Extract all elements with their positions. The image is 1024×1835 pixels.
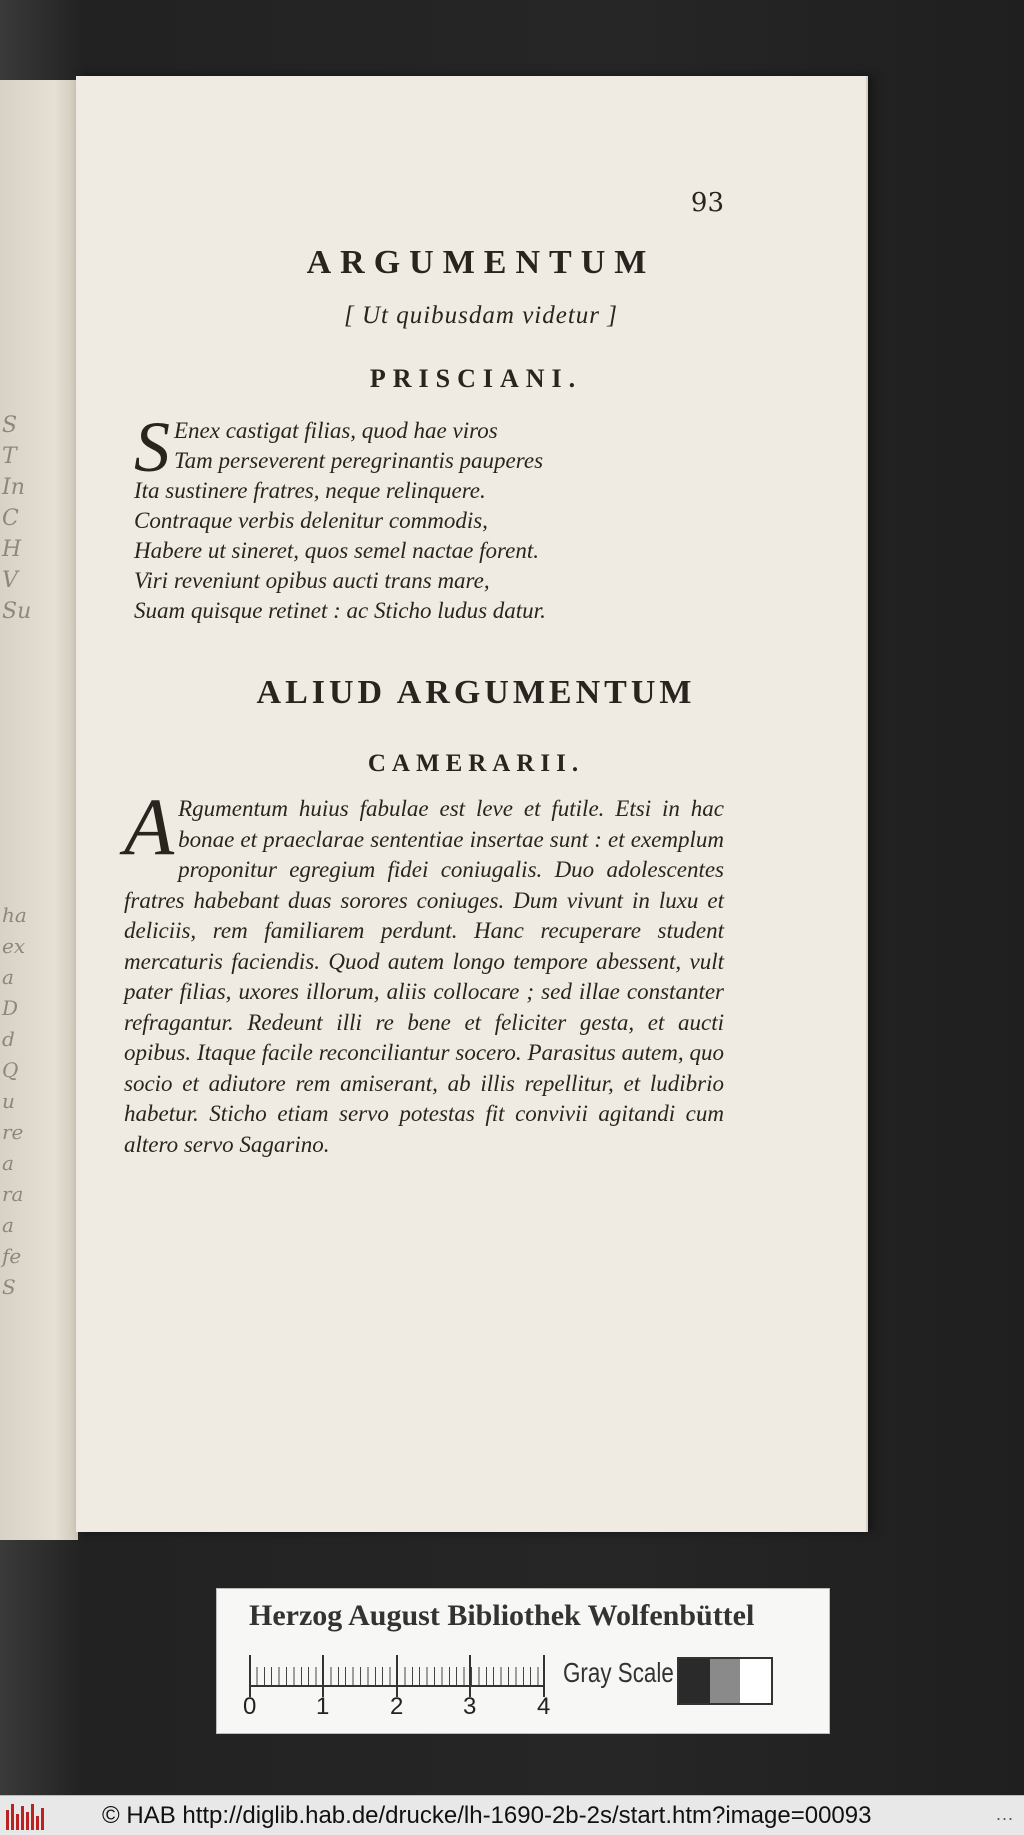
verse-line: Viri reveniunt opibus aucti trans mare, — [134, 568, 490, 593]
ruler-number: 1 — [316, 1693, 330, 1720]
prose-text: Rgumentum huius fabulae est leve et futile. Etsi in hac bonae et praeclarae sententiae insertae sunt : et exemplum proponitur egregium fidei coniugalis. Duo adolescentes fratres habebant duas sorores coniuges. Dum vivunt in luxu et deliciis, rem familiarem perdunt. Hanc recuperare student mercaturis faciendis. Quod autem longo tempore abessent, vult pater filias, uxores illorum, aliis collocare ; sed illae constanter refragantur. Redeunt illi re bene et feliciter gesta, et aucti opibus. Itaque facile reconciliantur socero. Parasitus autem, quo socio et adiutore rem amiserant, ab illis repellitur, et ludibrio habetur. Sticho etiam servo potestas fit convivii agitandi cum altero servo Sagarino. — [124, 796, 724, 1157]
heading-argumentum-subtitle: [ Ut quibusdam videtur ] — [344, 302, 618, 329]
hab-logo-icon — [6, 1802, 46, 1830]
prose-paragraph — [124, 781, 724, 1160]
previous-page-edge — [0, 80, 78, 1540]
viewer-footer — [0, 1795, 1024, 1835]
ruler-major-tick — [322, 1655, 324, 1697]
prose-dropcap: A — [124, 781, 175, 872]
verse-line: Contraque verbis delenitur commodis, — [134, 508, 488, 533]
verse-line: Enex castigat filias, quod hae viros — [174, 418, 498, 443]
verse-line: Habere ut sineret, quos semel nactae forent. — [134, 538, 539, 563]
more-options-icon[interactable]: ... — [995, 1804, 1014, 1824]
heading-argumentum: ARGUMENTUM — [306, 244, 656, 281]
color-calibration-card — [216, 1588, 830, 1734]
heading-prisciani: PRISCIANI. — [369, 364, 583, 393]
gray-scale-swatches — [677, 1657, 773, 1705]
page-number: 93 — [690, 188, 724, 218]
bleed-through-letters: S T In C H V Su — [2, 413, 32, 624]
ruler-major-tick — [396, 1655, 398, 1697]
heading-camerarii: CAMERARII. — [367, 750, 585, 777]
ruler-number: 4 — [537, 1693, 551, 1720]
ruler-number: 0 — [243, 1693, 257, 1720]
verse-block — [134, 407, 694, 626]
swatch-light — [740, 1659, 771, 1703]
verse-line: Tam perseverent peregrinantis pauperes — [174, 448, 544, 473]
footer-url-text[interactable]: © HAB http://diglib.hab.de/drucke/lh-1690-2b-2s/start.htm?image=00093 — [102, 1801, 872, 1829]
bleed-through-letters: ha ex a D d Q u re a ra a fe S — [2, 903, 27, 1299]
colorbar-title: Herzog August Bibliothek Wolfenbüttel — [249, 1599, 755, 1632]
swatch-dark — [679, 1659, 710, 1703]
ruler-number: 3 — [463, 1693, 477, 1720]
ruler-major-tick — [543, 1655, 545, 1697]
heading-aliud-argumentum: ALIUD ARGUMENTUM — [256, 674, 696, 711]
ruler-number: 2 — [390, 1693, 404, 1720]
verse-line: Suam quisque retinet : ac Sticho ludus datur. — [134, 598, 546, 623]
gray-scale-label: Gray Scale — [563, 1657, 674, 1688]
ruler-major-tick — [469, 1655, 471, 1697]
ruler — [249, 1655, 545, 1687]
verse-line: Ita sustinere fratres, neque relinquere. — [134, 478, 486, 503]
verse-dropcap: S — [134, 407, 170, 487]
book-page — [76, 76, 866, 1532]
ruler-major-tick — [249, 1655, 251, 1697]
swatch-mid — [710, 1659, 741, 1703]
